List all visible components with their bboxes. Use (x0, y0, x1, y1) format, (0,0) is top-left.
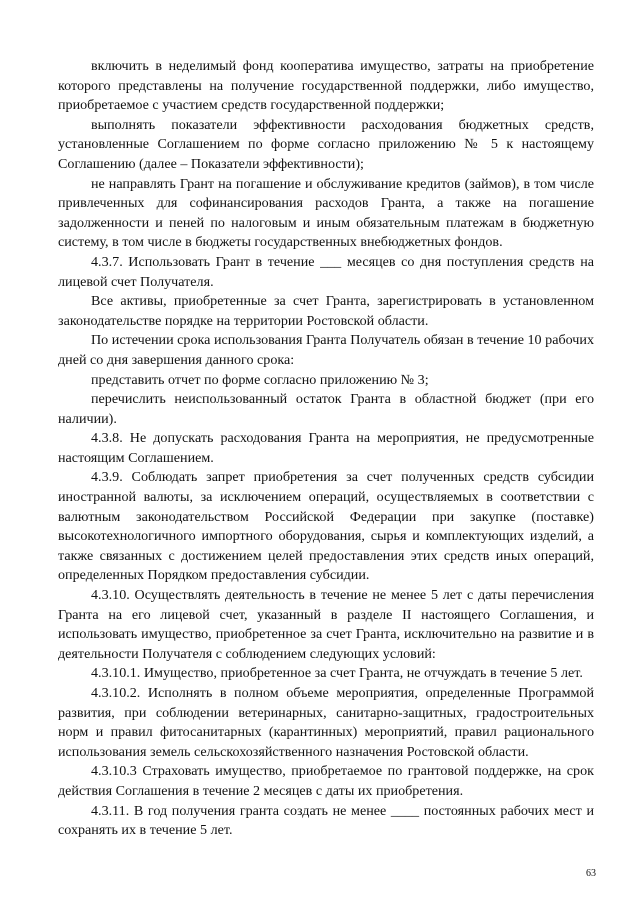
paragraph-4-3-10-2: 4.3.10.2. Исполнять в полном объеме мероприятия, определенные Программой развития, при соблюдении ветеринарных, санитарно-защитных, градостроительных норм и правил фитосанитарных (карантинных) мероприятий, правил рационального использования земель сельскохозяйственного назначения Ростовской области. (58, 685, 594, 760)
page-number: 63 (586, 868, 596, 879)
paragraph-after-term: По истечении срока использования Гранта Получатель обязан в течение 10 рабочих дней со дня завершения данного срока: (58, 332, 594, 368)
paragraph-register-assets: Все активы, приобретенные за счет Гранта, зарегистрировать в установленном законодательстве порядке на территории Ростовской области. (58, 293, 594, 329)
paragraph-4-3-10: 4.3.10. Осуществлять деятельность в течение не менее 5 лет с даты перечисления Гранта на его лицевой счет, указанный в разделе II настоящего Соглашения, и использовать имущество, приобретенное за счет Гранта, исключительно на развитие и в деятельности Получателя с соблюдением следующих условий: (58, 587, 594, 662)
paragraph-4-3-8: 4.3.8. Не допускать расходования Гранта на мероприятия, не предусмотренные настоящим Соглашением. (58, 430, 594, 466)
paragraph-4-3-10-3: 4.3.10.3 Страховать имущество, приобретаемое по грантовой поддержке, на срок действия Соглашения в течение 2 месяцев с даты их приобретения. (58, 763, 594, 799)
paragraph-4-3-9: 4.3.9. Соблюдать запрет приобретения за счет полученных средств субсидии иностранной валюты, за исключением операций, осуществляемых в соответствии с валютным законодательством Российской Федерации при закупке (поставке) высокотехнологичного импортного оборудования, сырья и комплектующих изделий, а также связанных с достижением целей предоставления этих средств иных операций, определенных Порядком предоставления субсидии. (58, 469, 594, 584)
paragraph-return-balance: перечислить неиспользованный остаток Гранта в областной бюджет (при его наличии). (58, 391, 594, 427)
paragraph-4-3-11: 4.3.11. В год получения гранта создать не менее ____ постоянных рабочих мест и сохранять их в течение 5 лет. (58, 802, 594, 839)
document-body (58, 57, 594, 841)
paragraph-efficiency-indicators: выполнять показатели эффективности расходования бюджетных средств, установленные Соглашением по форме согласно приложению № 5 к настоящему Соглашению (далее – Показатели эффективности); (58, 116, 594, 172)
paragraph-submit-report: представить отчет по форме согласно приложению № 3; (91, 371, 429, 388)
paragraph-4-3-10-1: 4.3.10.1. Имущество, приобретенное за счет Гранта, не отчуждать в течение 5 лет. (91, 665, 583, 682)
paragraph-4-3-7: 4.3.7. Использовать Грант в течение ___ месяцев со дня поступления средств на лицевой счет Получателя. (58, 253, 594, 290)
paragraph-no-loan-repayment: не направлять Грант на погашение и обслуживание кредитов (займов), в том числе привлеченных для софинансирования расходов Гранта, а также на погашение задолженности и пеней по налоговым и иным обязательным платежам в бюджетную систему, в том числе в бюджеты государственных внебюджетных фондов. (58, 175, 594, 251)
paragraph-cooperative-fund: включить в неделимый фонд кооператива имущество, затраты на приобретение которого представлены на получение государственной поддержки, либо имущество, приобретаемое с участием средств государственной поддержки; (58, 58, 594, 114)
